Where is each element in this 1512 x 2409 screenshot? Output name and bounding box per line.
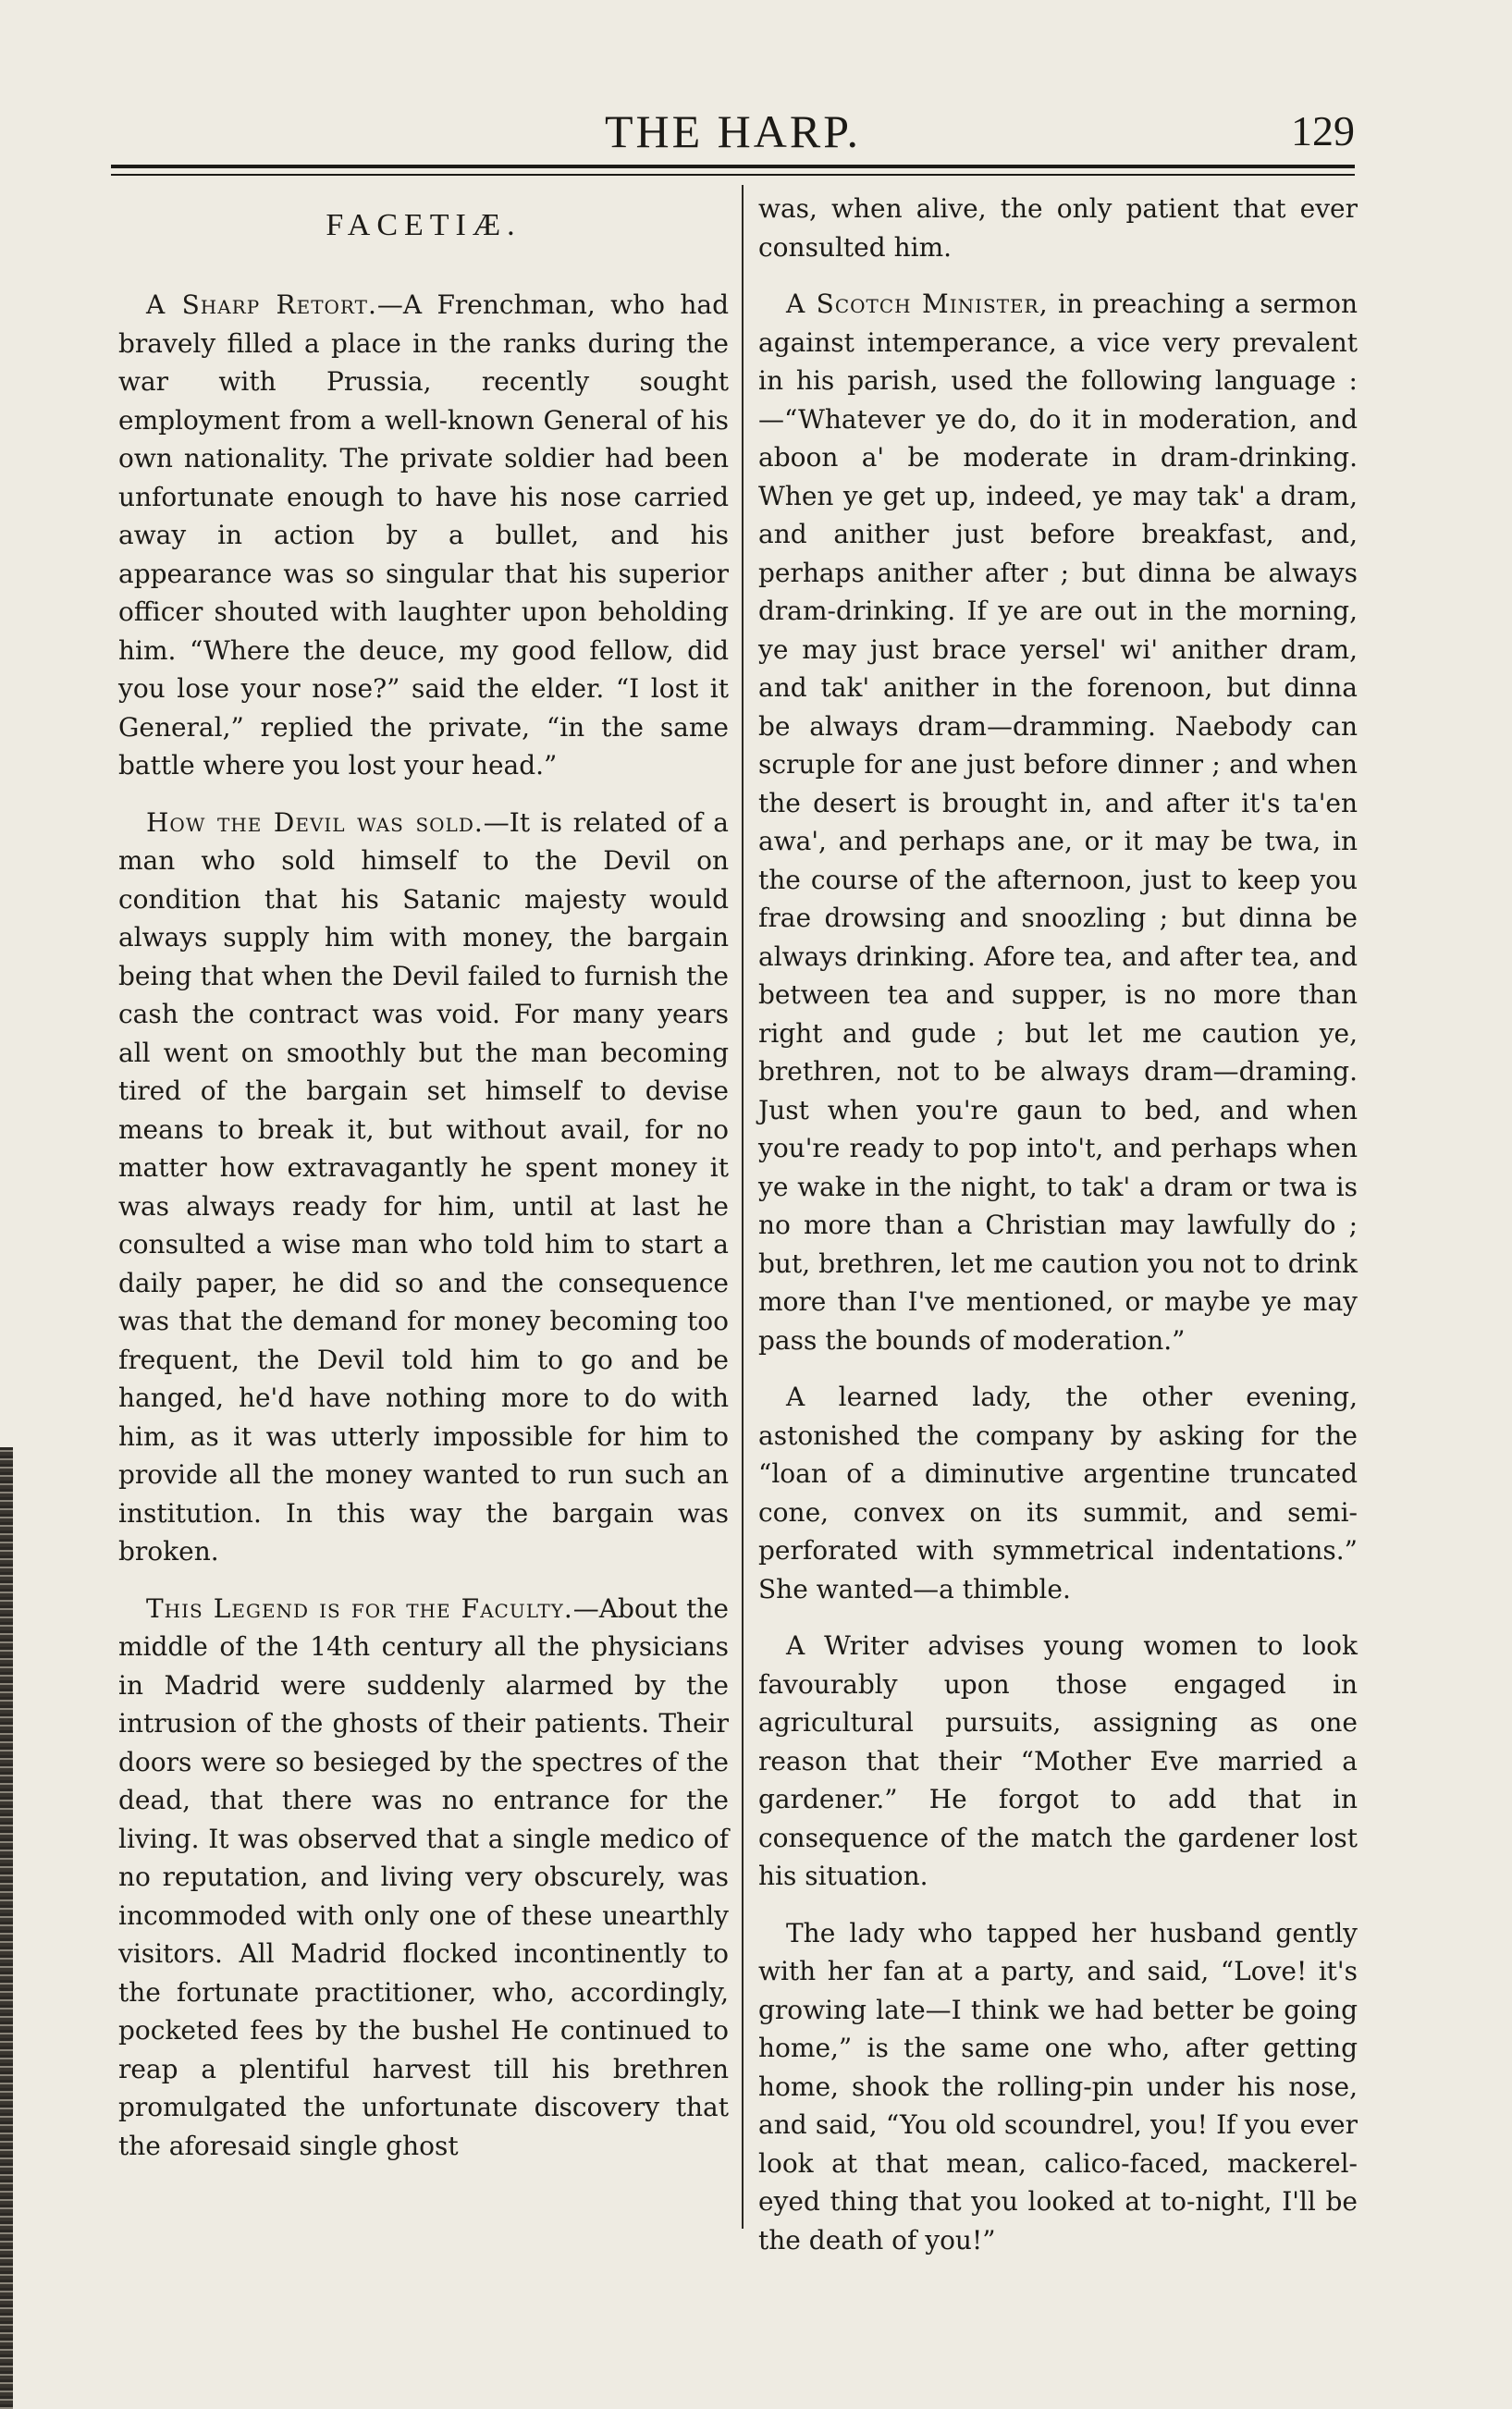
page-header (111, 104, 1355, 159)
article-lead: This Legend is for the Faculty. (146, 1592, 573, 1624)
column-divider (742, 185, 744, 2229)
article-learned-lady: A learned lady, the other evening, astonished the company by asking for the “loan of a diminutive argentine truncated cone, convex on its summit, and semi-perforated with symmetrical indentations.” She wanted—a thimble. (758, 1382, 1358, 1604)
article-body: —About the middle of the 14th century all the physicians in Madrid were suddenly alarmed by the intrusion of the ghosts of their patients. Their doors were so besieged by the spectres of the dead, that there was no entrance for the living. It was observed that a single medico of no reputation, and living very obscurely, was incommoded with only one of these unearthly visitors. All Madrid flocked incontinently to the fortunate practitioner, who, accordingly, pocketed fees by the bushel He continued to reap a plentiful harvest till his brethren promulgated the unfortunate discovery that the aforesaid single ghost (118, 1592, 730, 2161)
article-devil-sold (118, 804, 729, 1571)
left-column (118, 190, 729, 2183)
article-legend-continuation: was, when alive, the only patient that ever consulted him. (758, 193, 1358, 263)
section-title: FACETIÆ. (326, 208, 522, 242)
article-lead: A Scotch Minister, (786, 289, 1049, 319)
article-lead: How the Devil was sold. (146, 806, 484, 838)
right-column (758, 190, 1358, 2278)
scan-edge-strip (0, 1447, 13, 2409)
article-body: —It is related of a man who sold himself to the Devil on condition that his Satanic majesty would always supply him with money, the bargain being that when the Devil failed to furnish the cash the contract was void. For many years all went on smoothly but the man becoming tired of the bargain set himself to devise means to break it, but without avail, for no matter how extravagantly he spent money it was always ready for him, until at last he consulted a wise man who told him to start a daily paper, he did so and the consequence was that the demand for money becoming too frequent, the Devil told him to go and be hanged, he'd have nothing more to do with him, as it was utterly impossible for him to provide all the money wanted to run such an institution. In this way the bargain was broken. (118, 806, 729, 1567)
running-title: THE HARP. (604, 105, 862, 157)
article-lead: A Sharp Retort. (146, 289, 377, 320)
article-body: in preaching a sermon against intemperance, a vice very prevalent in his parish, used the following language :—“Whatever ye do, do it in moderation, and aboon a' be moderate in dram-drinking. When ye get up, indeed, ye may tak' a dram, and anither just before breakfast, and, perhaps anither after ; but dinna be always dram-drinking. If ye are out in the morning, ye may just brace yersel' wi' anither dram, and tak' anither in the forenoon, but dinna be always dram—dramming. Naebody can scruple for ane just before dinner ; and when the desert is brought in, and after it's ta'en awa', and perhaps ane, or it may be twa, in the course of the afternoon, just to keep you frae drowsing and snoozling ; but dinna be always drinking. Afore tea, and after tea, and between tea and supper, is no more than right and gude ; but let me caution ye, brethren, not to be always dram—draming. Just when you're gaun to bed, and when you're ready to pop into't, and perhaps when ye wake in the night, to tak' a dram or twa is no more than a Christian may lawfully do ; but, brethren, let me caution you not to drink more than I've mentioned, or maybe ye may pass the bounds of moderation.” (758, 289, 1358, 1356)
article-legend-faculty (118, 1590, 729, 2166)
page-number: 129 (1291, 107, 1355, 154)
article-scotch-minister (758, 285, 1358, 1359)
header-rule-thin (111, 174, 1355, 176)
article-body: —A Frenchman, who had bravely filled a place in the ranks during the war with Prussia, recently sought employment from a well-known General of his own nationality. The private soldier had been unfortunate enough to have his nose carried away in action by a bullet, and his appearance was so singular that his superior officer shouted with laughter upon beholding him. “Where the deuce, my good fellow, did you lose your nose?” said the elder. “I lost it General,” replied the private, “in the same battle where you lost your head.” (118, 289, 729, 780)
article-sharp-retort (118, 286, 729, 785)
article-lady-fan: The lady who tapped her husband gently with her fan at a party, and said, “Love! it's growing late—I think we had better be going home,” is the same one who, after getting home, shook the rolling-pin under his nose, and said, “You old scoundrel, you! If you ever look at that mean, calico-faced, mackerel-eyed thing that you looked at to-night, I'll be the death of you!” (758, 1917, 1358, 2255)
header-rule-thick (111, 165, 1355, 168)
article-writer-advice: A Writer advises young women to look favourably upon those engaged in agricultural pursuits, assigning as one reason that their “Mother Eve married a gardener.” He forgot to add that in consequence of the match the gardener lost his situation. (758, 1630, 1358, 1891)
